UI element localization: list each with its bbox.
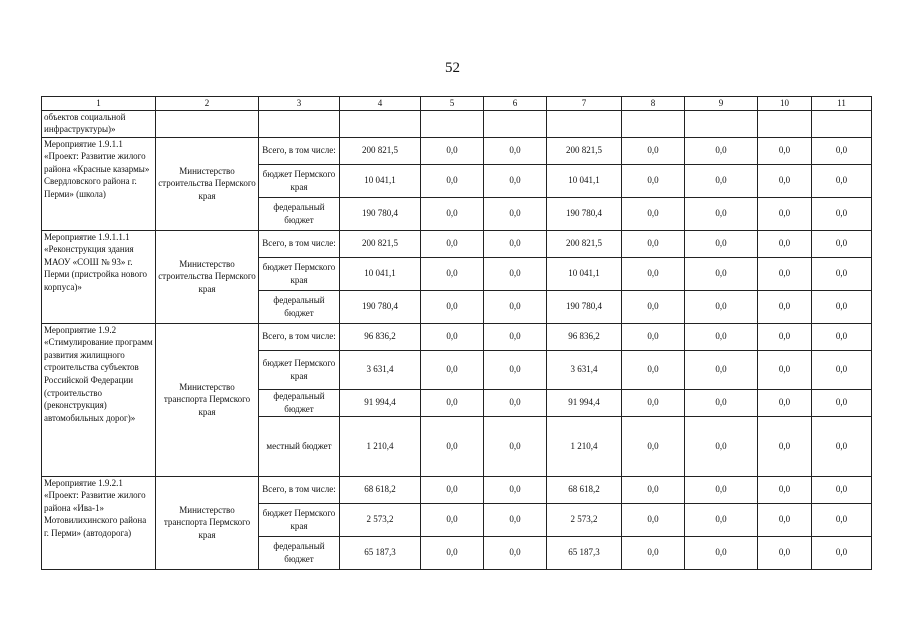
amount-cell: 190 780,4 (340, 290, 421, 323)
table-row (42, 137, 872, 164)
amount-cell: 10 041,1 (340, 257, 421, 290)
amount-cell: 0,0 (622, 350, 685, 389)
amount-cell: 0,0 (685, 503, 758, 536)
amount-cell: 0,0 (812, 137, 872, 164)
header-row (42, 97, 872, 111)
amount-cell: 0,0 (812, 164, 872, 197)
amount-cell: 0,0 (758, 290, 812, 323)
funding-source: местный бюджет (259, 416, 340, 476)
ministry-name: Министерство строительства Пермского края (156, 137, 259, 230)
header-cell: 6 (484, 97, 547, 111)
amount-cell: 0,0 (484, 290, 547, 323)
amount-cell: 200 821,5 (340, 230, 421, 257)
amount-cell: 0,0 (622, 164, 685, 197)
ministry-name: Министерство транспорта Пермского края (156, 323, 259, 476)
amount-cell: 0,0 (758, 416, 812, 476)
amount-cell: 0,0 (622, 323, 685, 350)
amount-cell: 0,0 (812, 323, 872, 350)
amount-cell: 0,0 (622, 230, 685, 257)
amount-cell: 3 631,4 (340, 350, 421, 389)
amount-cell: 10 041,1 (547, 164, 622, 197)
measure-name: Мероприятие 1.9.2 «Стимулирование программ развития жилищного строительства субъектов Российской Федерации (строительство (реконструкция) автомобильных дорог)» (42, 323, 156, 476)
amount-cell: 0,0 (685, 257, 758, 290)
amount-cell: 96 836,2 (340, 323, 421, 350)
funding-source: бюджет Пермского края (259, 164, 340, 197)
table-row (42, 230, 872, 257)
amount-cell: 0,0 (421, 137, 484, 164)
amount-cell: 2 573,2 (547, 503, 622, 536)
amount-cell: 200 821,5 (340, 137, 421, 164)
amount-cell: 0,0 (421, 416, 484, 476)
table-row (42, 323, 872, 350)
funding-source: федеральный бюджет (259, 197, 340, 230)
header-cell: 7 (547, 97, 622, 111)
amount-cell: 0,0 (685, 476, 758, 503)
amount-cell: 0,0 (421, 536, 484, 569)
funding-source: Всего, в том числе: (259, 230, 340, 257)
amount-cell: 0,0 (758, 137, 812, 164)
header-cell: 3 (259, 97, 340, 111)
header-cell: 8 (622, 97, 685, 111)
amount-cell: 0,0 (484, 389, 547, 416)
amount-cell: 0,0 (484, 197, 547, 230)
amount-cell: 0,0 (685, 416, 758, 476)
amount-cell: 0,0 (421, 197, 484, 230)
amount-cell: 0,0 (758, 389, 812, 416)
amount-cell: 0,0 (685, 290, 758, 323)
amount-cell: 0,0 (685, 389, 758, 416)
amount-cell: 0,0 (484, 164, 547, 197)
amount-cell: 0,0 (421, 389, 484, 416)
funding-source: федеральный бюджет (259, 536, 340, 569)
amount-cell: 2 573,2 (340, 503, 421, 536)
amount-cell: 91 994,4 (547, 389, 622, 416)
amount-cell: 96 836,2 (547, 323, 622, 350)
continuation-text: объектов социальной инфраструктуры)» (42, 110, 156, 137)
amount-cell: 0,0 (812, 476, 872, 503)
amount-cell: 0,0 (421, 323, 484, 350)
header-cell: 5 (421, 97, 484, 111)
funding-source: Всего, в том числе: (259, 323, 340, 350)
amount-cell: 0,0 (622, 536, 685, 569)
amount-cell: 0,0 (421, 350, 484, 389)
table-body (42, 97, 872, 570)
amount-cell: 0,0 (812, 230, 872, 257)
amount-cell: 0,0 (421, 230, 484, 257)
funding-source: федеральный бюджет (259, 290, 340, 323)
measure-name: Мероприятие 1.9.1.1.1 «Реконструкция здания МАОУ «СОШ № 93» г. Перми (пристройка нового корпуса)» (42, 230, 156, 323)
funding-table (41, 96, 872, 570)
amount-cell: 0,0 (758, 476, 812, 503)
amount-cell: 190 780,4 (340, 197, 421, 230)
amount-cell: 0,0 (812, 389, 872, 416)
funding-source: федеральный бюджет (259, 389, 340, 416)
amount-cell: 0,0 (758, 197, 812, 230)
amount-cell: 0,0 (622, 137, 685, 164)
amount-cell: 0,0 (685, 137, 758, 164)
amount-cell: 0,0 (758, 536, 812, 569)
amount-cell: 0,0 (685, 323, 758, 350)
amount-cell: 0,0 (685, 536, 758, 569)
amount-cell: 0,0 (484, 536, 547, 569)
header-cell: 9 (685, 97, 758, 111)
amount-cell: 200 821,5 (547, 230, 622, 257)
funding-source: бюджет Пермского края (259, 350, 340, 389)
measure-name: Мероприятие 1.9.2.1 «Проект: Развитие жилого района «Ива-1» Мотовилихинского района г. Перми» (автодорога) (42, 476, 156, 569)
amount-cell: 68 618,2 (547, 476, 622, 503)
amount-cell: 65 187,3 (547, 536, 622, 569)
amount-cell: 0,0 (421, 164, 484, 197)
amount-cell: 68 618,2 (340, 476, 421, 503)
amount-cell: 0,0 (758, 230, 812, 257)
header-cell: 11 (812, 97, 872, 111)
amount-cell: 10 041,1 (340, 164, 421, 197)
header-cell: 4 (340, 97, 421, 111)
funding-source: бюджет Пермского края (259, 503, 340, 536)
amount-cell: 0,0 (758, 164, 812, 197)
amount-cell: 0,0 (758, 257, 812, 290)
header-cell: 1 (42, 97, 156, 111)
amount-cell: 10 041,1 (547, 257, 622, 290)
amount-cell: 0,0 (421, 290, 484, 323)
amount-cell: 0,0 (758, 323, 812, 350)
funding-source: Всего, в том числе: (259, 476, 340, 503)
amount-cell: 0,0 (622, 257, 685, 290)
amount-cell: 190 780,4 (547, 197, 622, 230)
amount-cell: 0,0 (622, 476, 685, 503)
amount-cell: 0,0 (484, 503, 547, 536)
amount-cell: 1 210,4 (340, 416, 421, 476)
amount-cell: 0,0 (484, 137, 547, 164)
continuation-row (42, 110, 872, 137)
amount-cell: 200 821,5 (547, 137, 622, 164)
amount-cell: 0,0 (812, 416, 872, 476)
amount-cell: 0,0 (622, 197, 685, 230)
funding-source: бюджет Пермского края (259, 257, 340, 290)
header-cell: 10 (758, 97, 812, 111)
amount-cell: 3 631,4 (547, 350, 622, 389)
amount-cell: 1 210,4 (547, 416, 622, 476)
amount-cell: 0,0 (484, 323, 547, 350)
amount-cell: 0,0 (812, 350, 872, 389)
header-cell: 2 (156, 97, 259, 111)
amount-cell: 0,0 (484, 476, 547, 503)
amount-cell: 0,0 (812, 257, 872, 290)
amount-cell: 0,0 (622, 290, 685, 323)
funding-source: Всего, в том числе: (259, 137, 340, 164)
amount-cell: 0,0 (421, 257, 484, 290)
amount-cell: 91 994,4 (340, 389, 421, 416)
amount-cell: 0,0 (812, 197, 872, 230)
amount-cell: 0,0 (758, 350, 812, 389)
amount-cell: 65 187,3 (340, 536, 421, 569)
amount-cell: 0,0 (622, 416, 685, 476)
amount-cell: 0,0 (484, 350, 547, 389)
page-number: 52 (445, 60, 460, 76)
ministry-name: Министерство транспорта Пермского края (156, 476, 259, 569)
amount-cell: 0,0 (421, 476, 484, 503)
ministry-name: Министерство строительства Пермского края (156, 230, 259, 323)
amount-cell: 0,0 (812, 290, 872, 323)
amount-cell: 0,0 (484, 416, 547, 476)
amount-cell: 0,0 (758, 503, 812, 536)
amount-cell: 0,0 (685, 230, 758, 257)
amount-cell: 0,0 (685, 164, 758, 197)
table-row (42, 476, 872, 503)
amount-cell: 0,0 (685, 197, 758, 230)
amount-cell: 0,0 (622, 503, 685, 536)
amount-cell: 0,0 (484, 230, 547, 257)
measure-name: Мероприятие 1.9.1.1 «Проект: Развитие жилого района «Красные казармы» Свердловского района г. Перми» (школа) (42, 137, 156, 230)
amount-cell: 0,0 (685, 350, 758, 389)
amount-cell: 190 780,4 (547, 290, 622, 323)
amount-cell: 0,0 (812, 536, 872, 569)
amount-cell: 0,0 (421, 503, 484, 536)
amount-cell: 0,0 (484, 257, 547, 290)
amount-cell: 0,0 (812, 503, 872, 536)
amount-cell: 0,0 (622, 389, 685, 416)
